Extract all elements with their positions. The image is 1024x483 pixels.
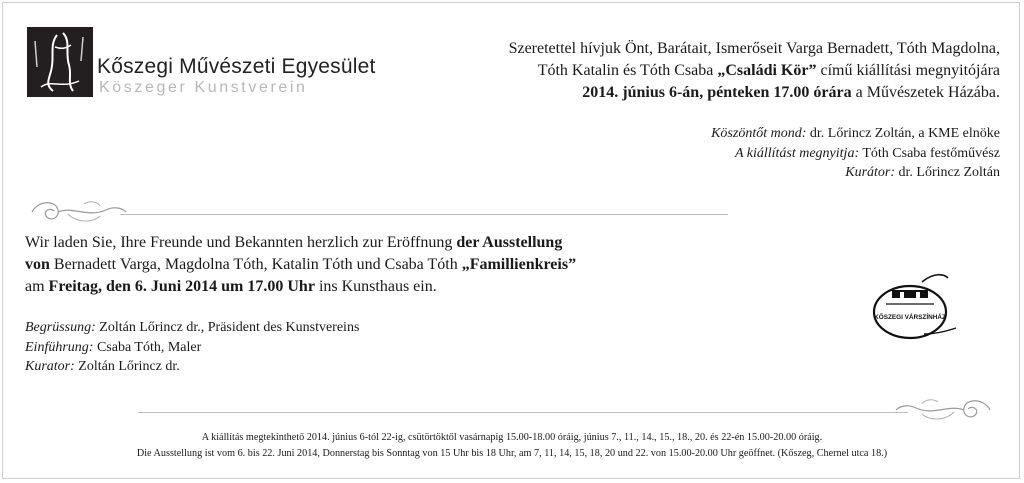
- de-role-greeting: [25, 318, 525, 338]
- role-value: Zoltán Lőrincz dr., Präsident des Kunstvereins: [95, 320, 360, 335]
- opening-hours-footer: [0, 430, 1024, 462]
- hu-role-opening: [440, 144, 1000, 164]
- org-name: Kőszegi Művészeti Egyesület: [97, 55, 376, 78]
- de-line-3: [25, 276, 685, 298]
- footer-german: Die Ausstellung ist vom 6. bis 22. Juni 2014, Donnerstag bis Sonntag von 15 Uhr bis 18 Uhr, am 7, 11, 14, 15, 18, 20 und 22. von 15.00-20.00 Uhr geöffnet. (Kőszeg, Chernel utca 18.): [136, 448, 888, 459]
- role-value: Zoltán Lőrincz dr.: [74, 359, 180, 374]
- hu-line-2-text: Tóth Katalin és Tóth Csaba: [537, 62, 718, 79]
- de-line-3-start: am: [25, 278, 49, 295]
- role-value: Csaba Tóth, Maler: [93, 339, 202, 355]
- flourish-ornament-right: [894, 394, 994, 426]
- role-label: Einführung:: [25, 339, 94, 355]
- figure-icon: [27, 27, 93, 97]
- flourish-ornament-left: [28, 196, 128, 228]
- de-line-1-text: Wir laden Sie, Ihre Freunde und Bekannten herzlich zur Eröffnung: [25, 234, 457, 251]
- de-line-1-bold: der Ausstellung: [456, 234, 563, 251]
- de-line-1: [25, 232, 685, 254]
- hu-line-3: [360, 82, 1000, 104]
- role-value: dr. Lőrincz Zoltán, a KME elnöke: [806, 126, 1000, 141]
- de-line-2: [25, 254, 685, 276]
- hungarian-roles: [440, 124, 1000, 183]
- org-name-german: Köszeger Kunstverein: [99, 79, 308, 96]
- role-value: dr. Lőrincz Zoltán: [895, 165, 1000, 180]
- de-line-2-bold: von: [25, 256, 50, 273]
- hu-line-2-end: című kiállítási megnyitójára: [816, 62, 1000, 79]
- divider-top: [120, 214, 728, 215]
- theater-name: KŐSZEGI VÁRSZÍNHÁZ: [874, 314, 946, 321]
- theater-emblem-icon: [864, 268, 964, 348]
- hu-role-greeting: [440, 124, 1000, 144]
- hu-role-curator: [440, 163, 1000, 183]
- role-label: A kiállítást megnyitja:: [734, 145, 860, 161]
- hungarian-invitation: [360, 38, 1000, 104]
- hu-line-1: Szeretettel hívjuk Önt, Barátait, Ismerőseit Varga Bernadett, Tóth Magdolna,: [508, 40, 1000, 57]
- hu-venue: a Művészetek Házába.: [851, 84, 1000, 101]
- de-artists: Bernadett Varga, Magdolna Tóth, Katalin Tóth und Csaba Tóth: [49, 256, 462, 273]
- hu-date-time: 2014. június 6-án, pénteken 17.00 órára: [582, 84, 852, 101]
- theater-logo: [864, 268, 964, 348]
- german-roles: [25, 318, 525, 377]
- de-role-introduction: [25, 338, 525, 358]
- hu-line-2: [360, 60, 1000, 82]
- de-role-curator: [25, 357, 525, 377]
- role-label: Begrüssung:: [25, 320, 96, 335]
- footer-hungarian: A kiállítás megtekinthető 2014. június 6-tól 22-ig, csütörtöktől vasárnapig 15.00-18.00 óráig, június 7., 11., 14., 15., 18., 20. és 22-én 15.00-20.00 óráig.: [201, 432, 823, 443]
- role-label: Kurator:: [25, 359, 75, 374]
- hu-exhibition-title: „Családi Kör”: [717, 62, 817, 79]
- divider-bottom: [138, 412, 908, 413]
- role-label: Köszöntőt mond:: [711, 126, 807, 141]
- german-invitation: [25, 232, 685, 298]
- de-venue: ins Kunsthaus ein.: [314, 278, 437, 295]
- de-exhibition-title: „Famillienkreis”: [461, 256, 577, 273]
- de-date-time: Freitag, den 6. Juni 2014 um 17.00 Uhr: [48, 278, 315, 295]
- role-value: Tóth Csaba festőművész: [859, 145, 1000, 161]
- role-label: Kurátor:: [845, 165, 896, 180]
- org-logo-mark: [27, 27, 93, 97]
